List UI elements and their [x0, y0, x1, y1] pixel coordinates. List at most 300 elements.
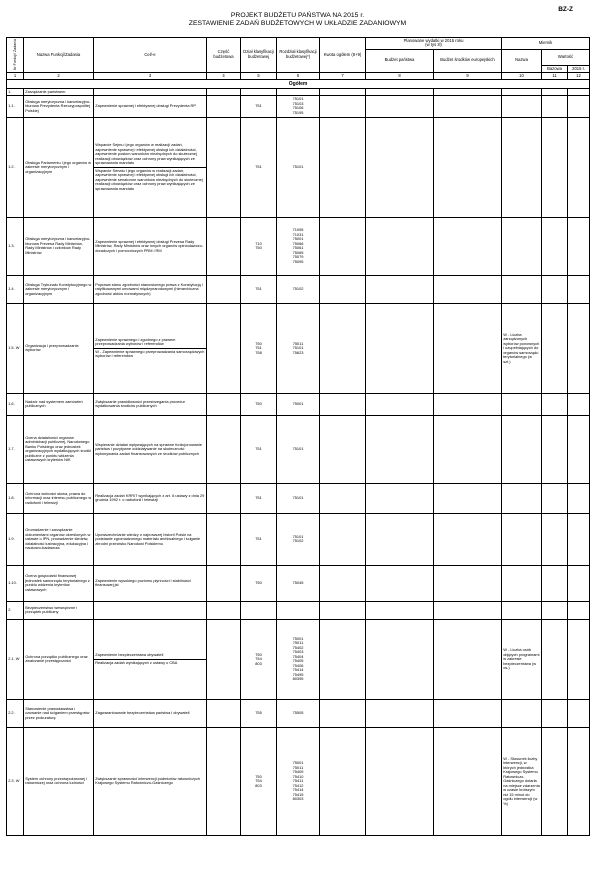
rozdzial-value: 75011 — [292, 764, 304, 770]
rozdzial-value: 75101 — [292, 345, 304, 351]
row-2015 — [568, 513, 590, 565]
row-budzet-panstwa — [366, 619, 434, 699]
dzial-value: 803 — [255, 782, 262, 788]
row-kwota — [320, 699, 366, 727]
dzial-value: 750 — [255, 651, 262, 657]
row-cele — [94, 619, 207, 699]
row-nr: 1.4. — [7, 275, 24, 303]
row-nr: 1.9. — [7, 513, 24, 565]
dzial-value: 750 — [255, 401, 262, 407]
row-name: Ochrona porządku publicznego oraz zwalczanie przestępczości — [24, 619, 94, 699]
row-rozdzial — [277, 699, 320, 727]
row-kwota — [320, 619, 366, 699]
row-czesc — [207, 95, 241, 117]
dzial-value: 710 — [255, 240, 262, 246]
row-budzet-panstwa — [366, 513, 434, 565]
row-budzet-srodkow — [434, 415, 502, 483]
row-nr: 1.6. — [7, 393, 24, 415]
row-kwota — [320, 217, 366, 275]
row-2015 — [568, 393, 590, 415]
row-czesc — [207, 601, 241, 619]
column-number: 5 — [241, 72, 277, 79]
header-rozdzial: Rozdział klasyfikacji budżetowej*) — [277, 38, 320, 73]
row-2015 — [568, 88, 590, 95]
dzial-value: 750 — [255, 773, 262, 779]
row-budzet-srodkow — [434, 117, 502, 217]
dzial-value: 754 — [255, 778, 262, 784]
row-cele — [94, 117, 207, 217]
row-name: Obsługa merytoryczna i kancelaryjno-biurowa Prezydenta Rzeczypospolitej Polskiej — [24, 95, 94, 117]
header-cele: Cel/-e — [94, 38, 207, 73]
header-nr: Nr Funkcji/ Zadania — [7, 38, 24, 73]
row-budzet-srodkow — [434, 513, 502, 565]
row-budzet-panstwa — [366, 699, 434, 727]
rozdzial-value: 71031 — [292, 231, 304, 237]
row-2015 — [568, 565, 590, 601]
row-rozdzial — [277, 513, 320, 565]
row-name: Ochrona wolności słowa, prawa do informacji oraz interesu publicznego w radiofonii i telewizji — [24, 483, 94, 513]
table-row — [7, 483, 590, 513]
row-bazowa — [542, 88, 568, 95]
dzial-value: 750 — [255, 245, 262, 251]
rozdzial-value: 75414 — [292, 787, 304, 793]
row-czesc — [207, 699, 241, 727]
row-budzet-panstwa — [366, 727, 434, 835]
row-name: Gromadzenie i zarządzanie dokumentami organów określonych w ustawie o IPN, prowadzenie śledztw, działalność lustracyjna, edukacyjna i naukowo-badawcza — [24, 513, 94, 565]
row-bazowa — [542, 303, 568, 393]
row-budzet-srodkow — [434, 95, 502, 117]
table-body — [7, 88, 590, 835]
row-rozdzial — [277, 727, 320, 835]
cel-item: Realizacja zadań wynikających z ustawy o CBA — [94, 659, 206, 667]
row-kwota — [320, 393, 366, 415]
column-number: 7 — [320, 72, 366, 79]
row-nr: 2. — [7, 601, 24, 619]
row-czesc — [207, 513, 241, 565]
header-miernik-nazwa: Nazwa — [502, 49, 542, 72]
row-bazowa — [542, 393, 568, 415]
dzial-value: 751 — [255, 536, 262, 542]
row-czesc — [207, 619, 241, 699]
row-kwota — [320, 483, 366, 513]
rozdzial-value: 75101 — [292, 164, 304, 170]
dzial-value: 751 — [255, 164, 262, 170]
row-dzial — [241, 513, 277, 565]
row-kwota — [320, 601, 366, 619]
row-nr: 1.2. — [7, 117, 24, 217]
row-miernik-nazwa — [502, 699, 542, 727]
row-miernik-nazwa — [502, 95, 542, 117]
cel-item: Wsparcie Senatu i jego organów w realizacji zadań, zapewnienie sprawnej i efektywnej obsługi ich działalności, zapewnienie senatorom warunków niezbędnych do skutecznej realizacji obowiązków oraz ochrony praw wynikających ze sprawowania mandatu — [94, 167, 206, 193]
rozdzial-value: 75403 — [292, 649, 304, 655]
row-2015 — [568, 415, 590, 483]
rozdzial-value: 75101 — [292, 533, 304, 539]
dzial-value: 755 — [255, 710, 262, 716]
column-number: 11 — [542, 72, 568, 79]
row-nr: 1.7. — [7, 415, 24, 483]
row-czesc — [207, 727, 241, 835]
row-rozdzial — [277, 88, 320, 95]
header-wartosc: Wartość — [542, 49, 590, 66]
row-name: System ochrony przeciwpożarowej i ratowniczej oraz ochrona ludności — [24, 727, 94, 835]
row-budzet-srodkow — [434, 88, 502, 95]
row-miernik-nazwa — [502, 217, 542, 275]
rozdzial-value: 75011 — [292, 340, 304, 346]
row-rozdzial — [277, 565, 320, 601]
row-miernik-nazwa — [502, 601, 542, 619]
row-miernik-nazwa — [502, 415, 542, 483]
row-bazowa — [542, 727, 568, 835]
row-bazowa — [542, 117, 568, 217]
row-rozdzial — [277, 275, 320, 303]
row-czesc — [207, 415, 241, 483]
row-budzet-srodkow — [434, 393, 502, 415]
row-name: Obsługa merytoryczna i kancelaryjno-biurowa Prezesa Rady Ministrów, Rady Ministrów i członków Rady Ministrów — [24, 217, 94, 275]
rozdzial-value: 75106 — [292, 105, 304, 111]
rozdzial-value: 75001 — [292, 635, 304, 641]
row-bazowa — [542, 275, 568, 303]
row-cele — [94, 303, 207, 393]
cel-item: Upowszechnianie wiedzy o najnowszej historii Polski na podstawie zgromadzonego materiału archiwalnego i ściganie zbrodni przeciwko Narodowi Polskiemu — [95, 531, 201, 546]
row-dzial — [241, 601, 277, 619]
table-row — [7, 275, 590, 303]
dzial-value: 750 — [255, 340, 262, 346]
row-dzial — [241, 619, 277, 699]
row-rozdzial — [277, 415, 320, 483]
row-kwota — [320, 88, 366, 95]
row-dzial — [241, 699, 277, 727]
row-budzet-srodkow — [434, 217, 502, 275]
row-dzial — [241, 275, 277, 303]
row-kwota — [320, 117, 366, 217]
cel-item: Poprawa stanu zgodności stanowionego prawa z Konstytucją i ratyfikowanymi umowami międzynarodowymi (hierarchiczna zgodność aktów normatywnych) — [95, 281, 203, 296]
row-budzet-srodkow — [434, 601, 502, 619]
table-row — [7, 303, 590, 393]
cel-item: Zwiększanie sprawności interwencji podmiotów ratowniczych Krajowego Systemu Ratowniczo-Gaśniczego — [95, 775, 201, 786]
rozdzial-value: 75410 — [292, 773, 304, 779]
dzial-value: 751 — [255, 446, 262, 452]
row-miernik-nazwa — [502, 513, 542, 565]
dzial-value: 750 — [255, 580, 262, 586]
rozdzial-value: 80303 — [292, 796, 304, 802]
header-budzet-srodkow: Budżet środków europejskich — [434, 49, 502, 72]
row-name: Ocena działalności organów administracji publicznej, Narodowego Banku Polskiego oraz jednostek organizacyjnych wydatkujących środki publiczne z punktu widzenia ustawowych kryteriów NIK — [24, 415, 94, 483]
row-bazowa — [542, 217, 568, 275]
row-budzet-srodkow — [434, 699, 502, 727]
row-cele — [94, 275, 207, 303]
ogolem-row — [7, 79, 590, 88]
row-2015 — [568, 303, 590, 393]
column-number: 12 — [568, 72, 590, 79]
row-budzet-panstwa — [366, 217, 434, 275]
table-row — [7, 95, 590, 117]
row-dzial — [241, 727, 277, 835]
row-miernik-nazwa — [502, 275, 542, 303]
header-miernik: Miernik — [502, 38, 590, 50]
rozdzial-value: 75195 — [292, 109, 304, 115]
row-czesc — [207, 217, 241, 275]
dzial-value: 751 — [255, 103, 262, 109]
row-miernik-nazwa: W - Liczba osób objętych programami w zakresie bezpieczeństwa (w os.) — [502, 619, 542, 699]
document-titles — [0, 12, 595, 28]
row-2015 — [568, 699, 590, 727]
table-row — [7, 619, 590, 699]
budget-table — [6, 37, 590, 836]
row-2015 — [568, 217, 590, 275]
row-rozdzial — [277, 601, 320, 619]
cel-item: W - Zapewnienie sprawnego przeprowadzania samorządowych wyborów i referendów — [95, 348, 205, 359]
row-czesc — [207, 393, 241, 415]
row-miernik-nazwa — [502, 483, 542, 513]
row-budzet-panstwa — [366, 601, 434, 619]
row-kwota — [320, 303, 366, 393]
row-cele — [94, 565, 207, 601]
header-dzial: Dział klasyfikacji budżetowej — [241, 38, 277, 73]
column-number: 6 — [277, 72, 320, 79]
rozdzial-value: 75102 — [292, 286, 304, 292]
column-number: 4 — [207, 72, 241, 79]
header-czesc: Część budżetowa — [207, 38, 241, 73]
row-dzial — [241, 303, 277, 393]
cel-item: Zwiększanie prawidłowości przestrzegania procedur wydatkowania środków publicznych — [95, 398, 185, 409]
row-budzet-panstwa — [366, 415, 434, 483]
row-czesc — [207, 565, 241, 601]
rozdzial-value: 75079 — [292, 254, 304, 260]
column-number: 9 — [434, 72, 502, 79]
row-nr: 1.1. — [7, 95, 24, 117]
cel-item: Wsparcie Sejmu i jego organów w realizacji zadań, zapewnienie sprawnej i efektywnej obsługi ich działalności, zapewnienie posłom warunków niezbędnych do skutecznej realizacji obowiązków oraz ochrony praw wynikających ze sprawowania mandatu — [95, 142, 197, 166]
rozdzial-value: 75102 — [292, 538, 304, 544]
row-nr: 1. — [7, 88, 24, 95]
row-rozdzial — [277, 393, 320, 415]
table-row — [7, 217, 590, 275]
row-cele — [94, 393, 207, 415]
row-budzet-srodkow — [434, 275, 502, 303]
document-subtitle: ZESTAWIENIE ZADAŃ BUDŻETOWYCH W UKŁADZIE ZADANIOWYM — [188, 20, 407, 27]
row-dzial — [241, 565, 277, 601]
row-dzial — [241, 483, 277, 513]
row-name: Stanowienie prawodawstwa i czuwanie nad ściganiem przestępstw przez prokuraturę — [24, 699, 94, 727]
row-budzet-panstwa — [366, 393, 434, 415]
row-bazowa — [542, 415, 568, 483]
rozdzial-value: 75001 — [292, 236, 304, 242]
row-cele — [94, 217, 207, 275]
rozdzial-value: 75011 — [292, 640, 304, 646]
row-cele — [94, 483, 207, 513]
row-bazowa — [542, 565, 568, 601]
row-name: Nadzór nad systemem zamówień publicznych — [24, 393, 94, 415]
header-planowane: Planowane wydatki w 2015 roku (w tys zł) — [366, 38, 502, 50]
dzial-value: 751 — [255, 495, 262, 501]
row-2015 — [568, 117, 590, 217]
row-bazowa — [542, 619, 568, 699]
row-2015 — [568, 619, 590, 699]
rozdzial-value: 75412 — [292, 782, 304, 788]
row-budzet-srodkow — [434, 565, 502, 601]
row-rozdzial — [277, 95, 320, 117]
row-czesc — [207, 117, 241, 217]
row-cele — [94, 699, 207, 727]
cel-item: Zapewnienie bezpieczeństwa obywateli — [95, 652, 164, 658]
row-cele — [94, 415, 207, 483]
row-kwota — [320, 95, 366, 117]
table-row — [7, 117, 590, 217]
rozdzial-value: 75405 — [292, 658, 304, 664]
rozdzial-value: 75414 — [292, 667, 304, 673]
row-bazowa — [542, 513, 568, 565]
dzial-value: 751 — [255, 286, 262, 292]
rozdzial-value: 75095 — [292, 258, 304, 264]
table-row — [7, 601, 590, 619]
header-kwota: Kwota ogółem (8+9) — [320, 38, 366, 73]
cel-item: Zapewnienie sprawnej i efektywnej obsługi Prezydenta RP — [95, 103, 196, 109]
dzial-value: 751 — [255, 345, 262, 351]
row-name: Obsługa Parlamentu i jego organów w zakresie merytorycznym i organizacyjnym — [24, 117, 94, 217]
row-budzet-panstwa — [366, 117, 434, 217]
row-dzial — [241, 117, 277, 217]
row-rozdzial — [277, 483, 320, 513]
cel-item: Zapewnienie sprawnego i zgodnego z prawem przeprowadzania wyborów i referendów — [95, 336, 176, 347]
row-budzet-panstwa — [366, 275, 434, 303]
row-name: Obsługa Trybunału Konstytucyjnego w zakresie merytorycznym i organizacyjnym — [24, 275, 94, 303]
rozdzial-value: 75066 — [292, 240, 304, 246]
header-budzet-panstwa: Budżet państwa — [366, 49, 434, 72]
row-dzial — [241, 415, 277, 483]
row-nr: 1.3. — [7, 217, 24, 275]
row-czesc — [207, 275, 241, 303]
header-2015: 2015 r. — [568, 66, 590, 73]
row-budzet-panstwa — [366, 483, 434, 513]
dzial-value: 758 — [255, 349, 262, 355]
row-2015 — [568, 727, 590, 835]
row-nr: 1.8. — [7, 483, 24, 513]
row-name: Organizacja i przeprowadzanie wyborów — [24, 303, 94, 393]
column-number: 2 — [24, 72, 94, 79]
column-number: 8 — [366, 72, 434, 79]
row-miernik-nazwa — [502, 393, 542, 415]
cel-item: Zapewnienie sprawnej i efektywnej obsługi Prezesa Rady Ministrów, Rady Ministrów oraz innych organów opiniodawczo-doradczych i pomocniczych PRM i RM — [95, 238, 204, 253]
row-cele — [94, 88, 207, 95]
row-dzial — [241, 393, 277, 415]
column-numbers-row — [7, 72, 590, 79]
rozdzial-value: 75061 — [292, 245, 304, 251]
rozdzial-value: 75101 — [292, 495, 304, 501]
row-name: Ocena gospodarki finansowej jednostek samorządu terytorialnego z punktu widzenia kryteriów ustawowych — [24, 565, 94, 601]
row-kwota — [320, 727, 366, 835]
dzial-value: 803 — [255, 660, 262, 666]
row-miernik-nazwa — [502, 117, 542, 217]
row-name: Bezpieczeństwo wewnętrzne i porządek publiczny — [24, 601, 94, 619]
row-dzial — [241, 95, 277, 117]
cel-item: Zapewnienie wysokiego poziomu płynności i stabilności finansowej jst — [95, 577, 191, 588]
row-2015 — [568, 601, 590, 619]
row-budzet-srodkow — [434, 303, 502, 393]
row-nr: 2.3. W — [7, 727, 24, 835]
table-row — [7, 727, 590, 835]
table-row — [7, 393, 590, 415]
rozdzial-value: 75409 — [292, 769, 304, 775]
rozdzial-value: 75103 — [292, 100, 304, 106]
row-budzet-panstwa — [366, 565, 434, 601]
row-kwota — [320, 275, 366, 303]
row-miernik-nazwa — [502, 565, 542, 601]
rozdzial-value: 71095 — [292, 227, 304, 233]
row-rozdzial — [277, 619, 320, 699]
rozdzial-value: 80395 — [292, 676, 304, 682]
header-nazwa: Nazwa Funkcji/Zadania — [24, 38, 94, 73]
table-row — [7, 513, 590, 565]
row-bazowa — [542, 601, 568, 619]
row-nr: 2.2. — [7, 699, 24, 727]
document-code: BZ-Z — [558, 6, 573, 13]
rozdzial-value: 75415 — [292, 791, 304, 797]
row-czesc — [207, 303, 241, 393]
table-row — [7, 699, 590, 727]
row-rozdzial — [277, 117, 320, 217]
rozdzial-value: 75065 — [292, 249, 304, 255]
row-cele — [94, 601, 207, 619]
rozdzial-value: 75101 — [292, 96, 304, 102]
row-2015 — [568, 275, 590, 303]
rozdzial-value: 75045 — [292, 580, 304, 586]
row-budzet-panstwa — [366, 95, 434, 117]
rozdzial-value: 75411 — [292, 778, 304, 784]
row-czesc — [207, 88, 241, 95]
row-cele — [94, 513, 207, 565]
row-dzial — [241, 217, 277, 275]
rozdzial-value: 75001 — [292, 760, 304, 766]
row-rozdzial — [277, 217, 320, 275]
rozdzial-value: 75505 — [292, 710, 304, 716]
row-cele — [94, 727, 207, 835]
row-nr: 1.5. W — [7, 303, 24, 393]
table-row — [7, 565, 590, 601]
rozdzial-value: 75001 — [292, 401, 304, 407]
row-kwota — [320, 565, 366, 601]
row-miernik-nazwa: W - Liczba zarządzonych wyborów ponownych i uzupełniających do organów samorządu terytorialnego (w szt.) — [502, 303, 542, 393]
row-czesc — [207, 483, 241, 513]
row-budzet-panstwa — [366, 88, 434, 95]
rozdzial-value: 75101 — [292, 446, 304, 452]
rozdzial-value: 75495 — [292, 671, 304, 677]
column-number: 10 — [502, 72, 542, 79]
row-kwota — [320, 415, 366, 483]
row-name: Zarządzanie państwem — [24, 88, 94, 95]
rozdzial-value: 75623 — [292, 349, 304, 355]
rozdzial-value: 75402 — [292, 644, 304, 650]
row-nr: 1.10. — [7, 565, 24, 601]
row-miernik-nazwa: W - Stosunek liczby interwencji, w których jednostka Krajowego Systemu Ratowniczo-Gaśniczego dotarła na miejsce zdarzenia w czasie krótszym niż 15 minut do ogółu interwencji (w %) — [502, 727, 542, 835]
cel-item: Wspieranie działań wpływających na sprawne funkcjonowanie państwa i pozytywne oddziaływanie na skuteczność wykonywania zadań finansowanych ze środków publicznych — [95, 441, 203, 456]
rozdzial-value: 75404 — [292, 653, 304, 659]
row-2015 — [568, 95, 590, 117]
row-rozdzial — [277, 303, 320, 393]
row-nr: 2.1. W — [7, 619, 24, 699]
row-budzet-srodkow — [434, 619, 502, 699]
row-bazowa — [542, 699, 568, 727]
dzial-value: 754 — [255, 656, 262, 662]
cel-item: Zagwarantowanie bezpieczeństwa państwa i obywateli — [95, 710, 190, 716]
row-dzial — [241, 88, 277, 95]
header-bazowa: Bazowa — [542, 66, 568, 73]
cel-item: Realizacja zadań KRRiT wynikających z art. 6 ustawy z dnia 29 grudnia 1992 r. o radiofonii i telewizji — [95, 492, 205, 503]
row-2015 — [568, 483, 590, 513]
row-budzet-panstwa — [366, 303, 434, 393]
row-bazowa — [542, 95, 568, 117]
column-number: 3 — [94, 72, 207, 79]
row-miernik-nazwa — [502, 88, 542, 95]
column-number: 1 — [7, 72, 24, 79]
